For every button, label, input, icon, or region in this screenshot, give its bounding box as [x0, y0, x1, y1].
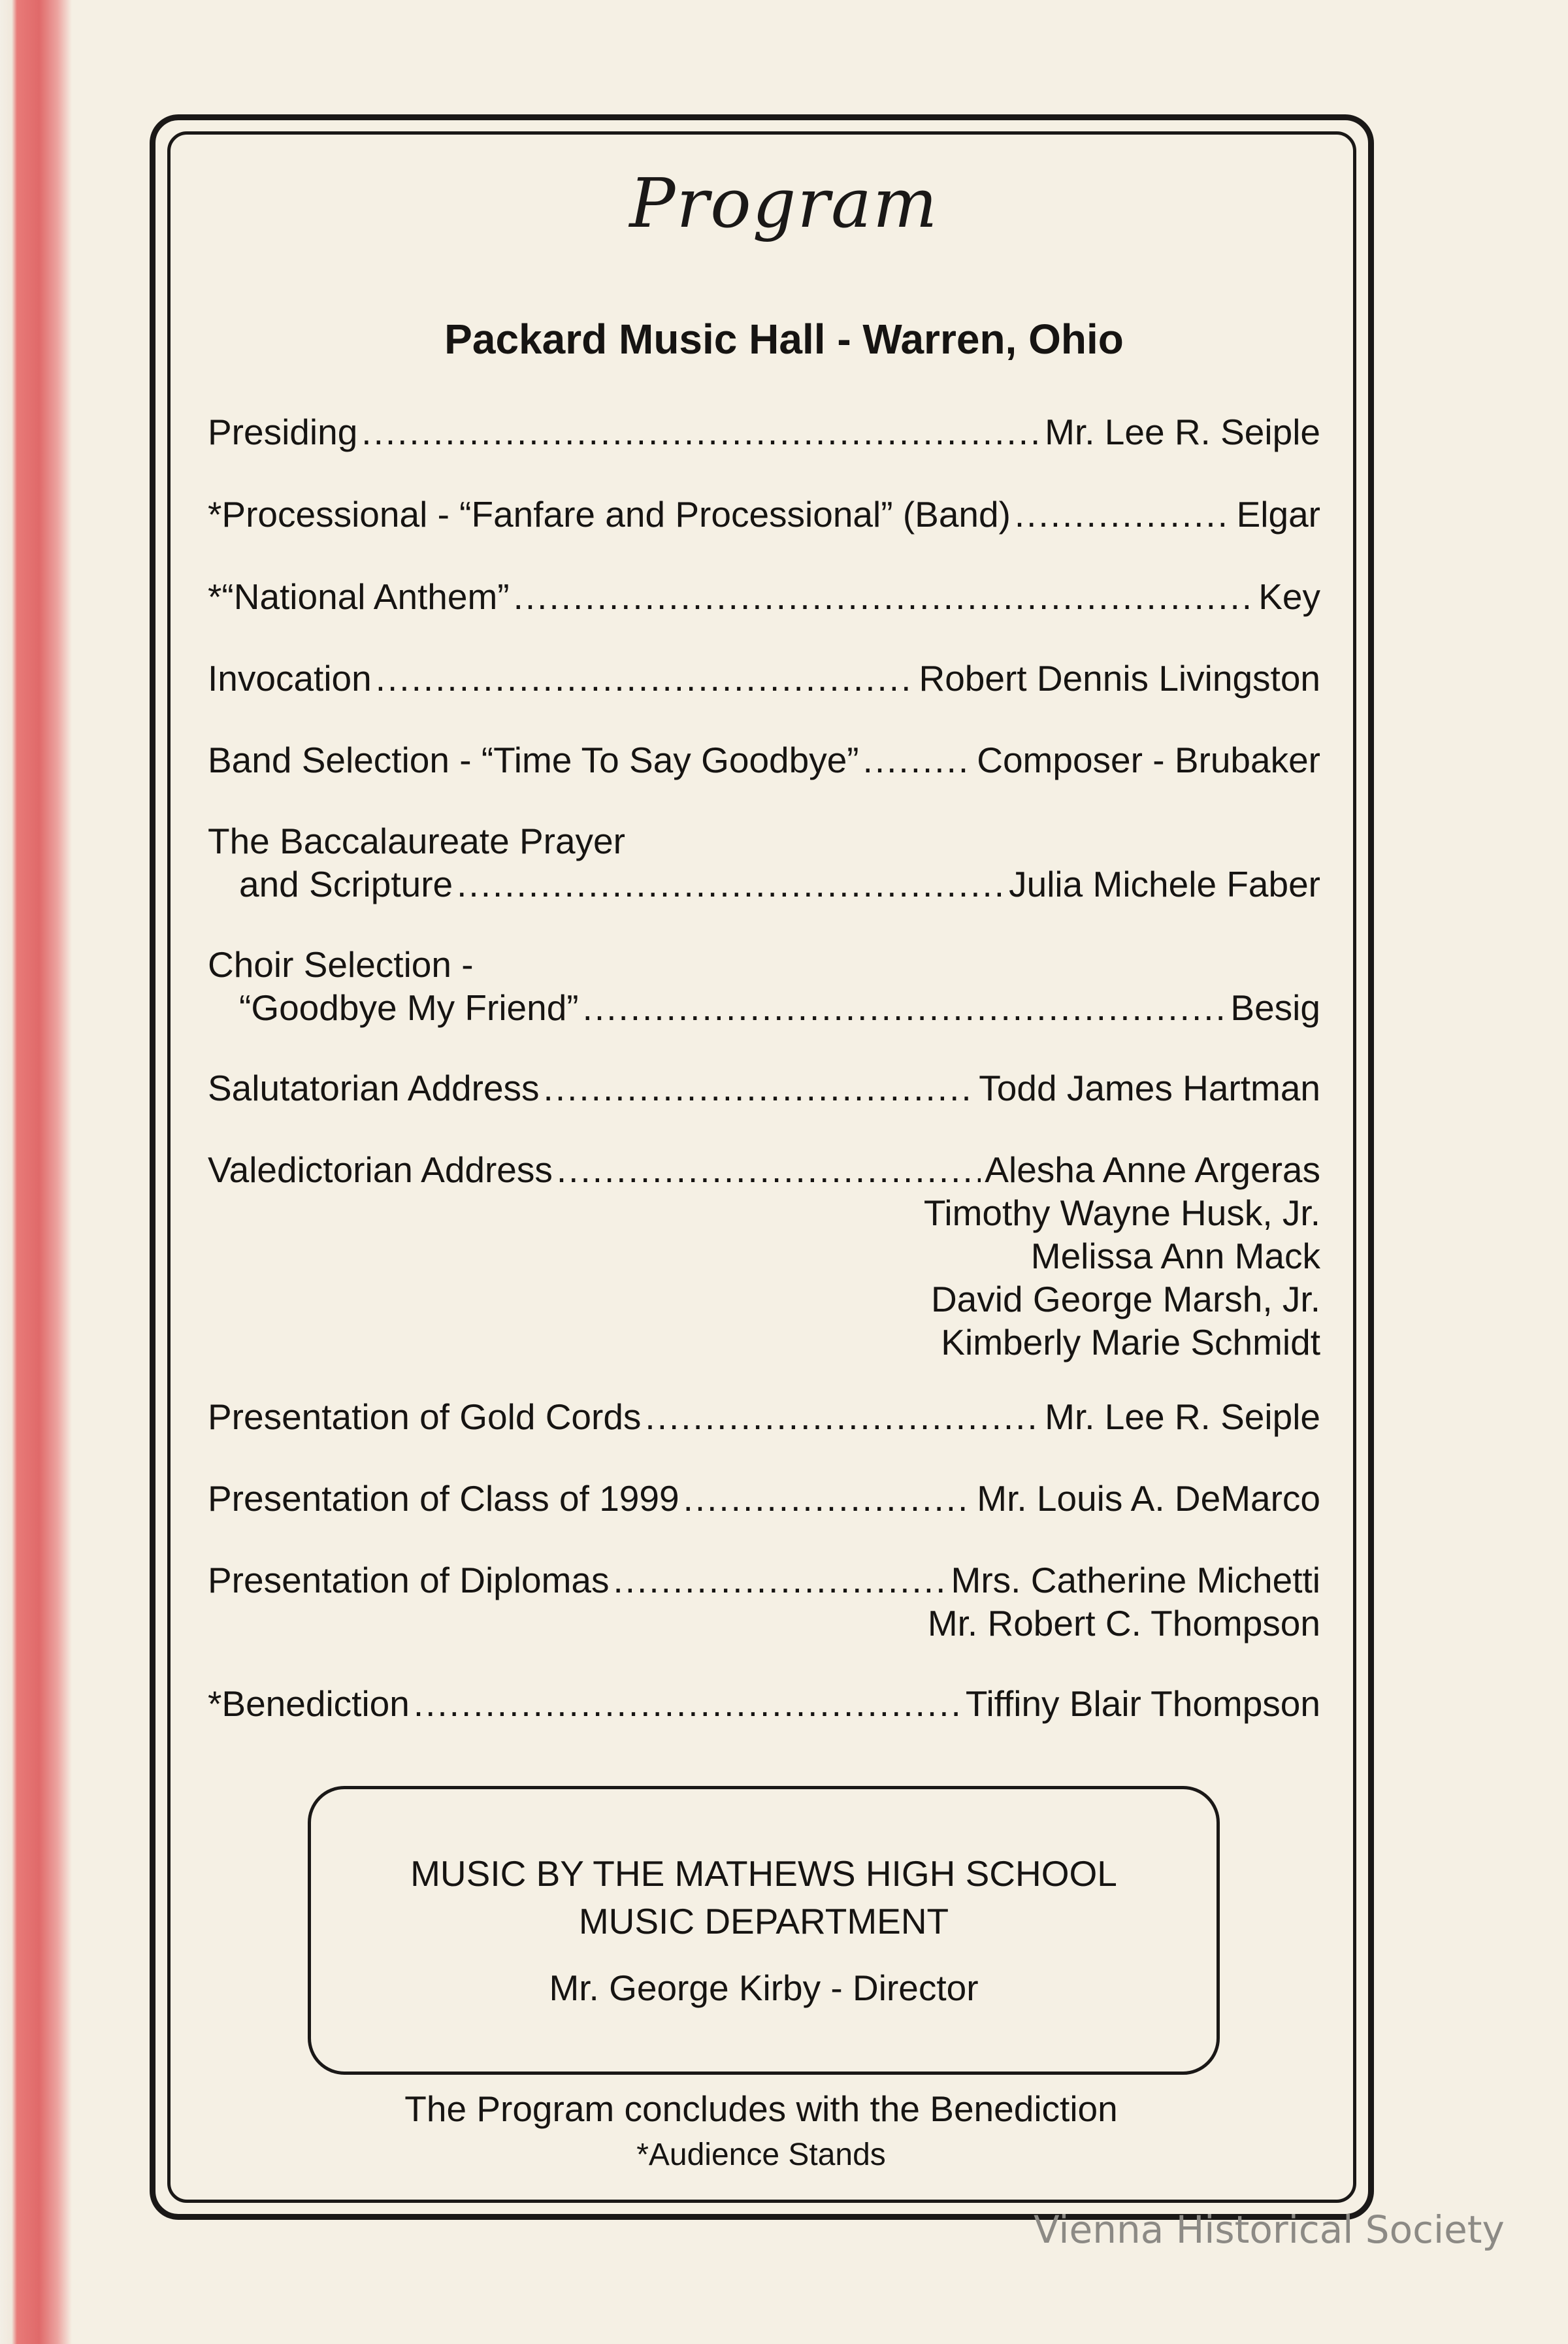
leader-dots	[613, 1559, 947, 1602]
item-label: Band Selection - “Time To Say Goodbye”	[208, 740, 859, 780]
program-item-processional	[208, 493, 1320, 536]
item-value: Besig	[1230, 987, 1320, 1028]
item-label: Presentation of Diplomas	[208, 1560, 610, 1600]
additional-name: Melissa Ann Mack	[1030, 1236, 1320, 1276]
item-label: The Baccalaureate Prayer	[208, 821, 625, 861]
leader-dots	[583, 986, 1227, 1029]
item-label: Presiding	[208, 412, 358, 452]
additional-name: David George Marsh, Jr.	[930, 1279, 1320, 1319]
leader-dots	[557, 1148, 981, 1191]
item-value: Mr. Lee R. Seiple	[1045, 412, 1320, 452]
item-value: Mrs. Catherine Michetti	[951, 1560, 1320, 1600]
music-director: Mr. George Kirby - Director	[549, 1968, 979, 2008]
program-item-gold-cords	[208, 1395, 1320, 1438]
item-label: Presentation of Class of 1999	[208, 1478, 679, 1519]
program-item-salutatorian	[208, 1066, 1320, 1110]
program-item-baccalaureate-prayer	[208, 819, 1320, 906]
item-value: Elgar	[1236, 494, 1320, 535]
item-label: Valedictorian Address	[208, 1149, 553, 1190]
leader-dots	[361, 410, 1041, 454]
item-label: *Benediction	[208, 1683, 410, 1724]
leader-dots	[457, 863, 1005, 906]
concluding-note: The Program concludes with the Benediction	[404, 2088, 1118, 2129]
leader-dots	[414, 1682, 962, 1725]
item-label-continued: and Scripture	[239, 864, 453, 904]
program-item-diplomas	[208, 1559, 1320, 1645]
item-label: *Processional - “Fanfare and Processional” (Band)	[208, 494, 1011, 535]
program-item-band-selection	[208, 738, 1320, 782]
item-value: Todd James Hartman	[979, 1068, 1320, 1108]
program-item-choir-selection	[208, 943, 1320, 1029]
audience-stands-note: *Audience Stands	[636, 2138, 886, 2172]
music-credit-line: MUSIC DEPARTMENT	[578, 1901, 949, 1941]
item-label: Salutatorian Address	[208, 1068, 540, 1108]
additional-name: Timothy Wayne Husk, Jr.	[923, 1193, 1320, 1233]
program-item-national-anthem	[208, 575, 1320, 618]
leader-dots	[1015, 493, 1233, 536]
program-item-class-presentation	[208, 1477, 1320, 1520]
program-item-benediction	[208, 1682, 1320, 1725]
program-item-invocation	[208, 657, 1320, 700]
item-value: Julia Michele Faber	[1009, 864, 1320, 904]
leader-dots	[645, 1395, 1041, 1438]
venue-heading: Packard Music Hall - Warren, Ohio	[444, 316, 1124, 363]
item-label: Presentation of Gold Cords	[208, 1396, 642, 1437]
leader-dots	[863, 738, 973, 782]
leader-dots	[683, 1477, 973, 1520]
item-value: Composer - Brubaker	[977, 740, 1320, 780]
item-value: Tiffiny Blair Thompson	[965, 1683, 1320, 1724]
program-item-valedictorian	[208, 1148, 1320, 1364]
item-value: Mr. Louis A. DeMarco	[977, 1478, 1320, 1519]
music-credit-line: MUSIC BY THE MATHEWS HIGH SCHOOL	[410, 1853, 1117, 1894]
music-credit-box	[308, 1786, 1220, 2075]
item-value: Key	[1258, 576, 1320, 617]
watermark-text: Vienna Historical Society	[1034, 2207, 1505, 2252]
additional-name: Kimberly Marie Schmidt	[941, 1322, 1320, 1362]
item-label: *“National Anthem”	[208, 576, 510, 617]
item-value: Robert Dennis Livingston	[919, 658, 1320, 699]
item-value: Alesha Anne Argeras	[985, 1149, 1320, 1190]
item-value: Mr. Lee R. Seiple	[1045, 1396, 1320, 1437]
item-label-continued: “Goodbye My Friend”	[239, 987, 579, 1028]
leader-dots	[544, 1066, 975, 1110]
item-label: Invocation	[208, 658, 372, 699]
additional-name: Mr. Robert C. Thompson	[927, 1603, 1320, 1643]
program-title: Program	[629, 163, 939, 243]
program-item-presiding	[208, 410, 1320, 454]
item-label: Choir Selection -	[208, 944, 474, 985]
leader-dots	[376, 657, 915, 700]
leader-dots	[514, 575, 1255, 618]
